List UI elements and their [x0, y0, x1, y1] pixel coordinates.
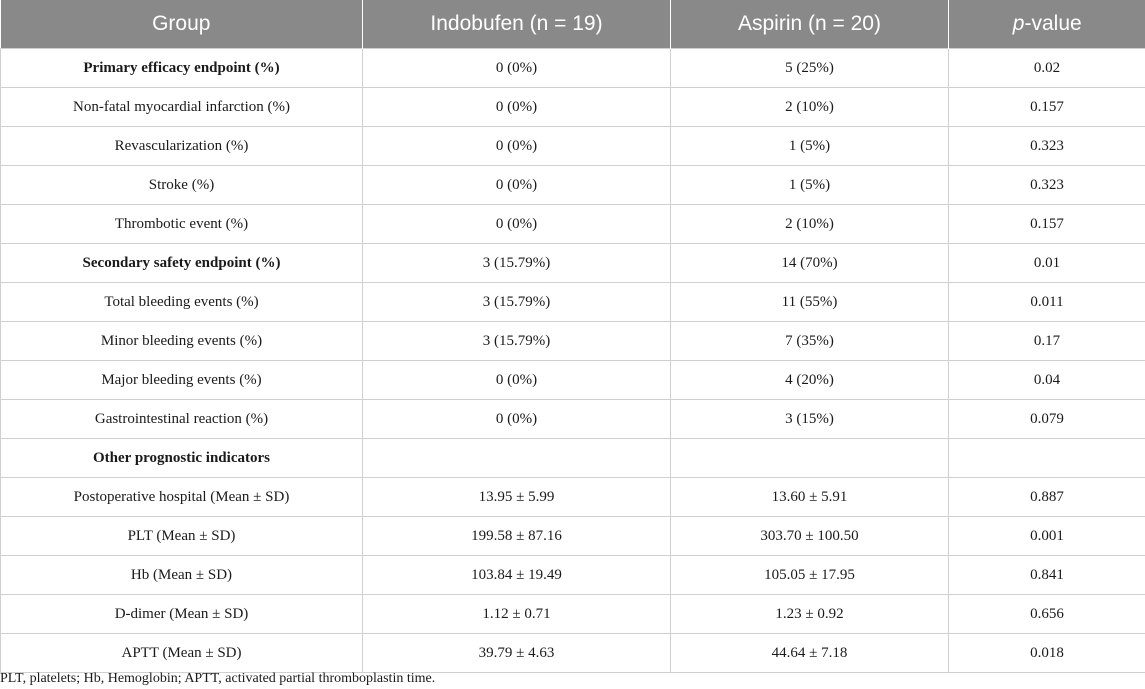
row-label: Stroke (%) — [1, 166, 363, 205]
indobufen-value: 0 (0%) — [363, 205, 671, 244]
header-p-rest: -value — [1024, 12, 1082, 35]
aspirin-value: 7 (35%) — [671, 322, 949, 361]
aspirin-value: 13.60 ± 5.91 — [671, 478, 949, 517]
table-row — [1, 556, 1145, 595]
table-row — [1, 127, 1145, 166]
aspirin-value: 2 (10%) — [671, 88, 949, 127]
aspirin-value — [671, 439, 949, 478]
table-row — [1, 439, 1145, 478]
indobufen-value: 3 (15.79%) — [363, 283, 671, 322]
aspirin-value: 1 (5%) — [671, 127, 949, 166]
indobufen-value: 3 (15.79%) — [363, 322, 671, 361]
indobufen-value: 13.95 ± 5.99 — [363, 478, 671, 517]
row-label: Total bleeding events (%) — [1, 283, 363, 322]
header-group: Group — [1, 0, 363, 49]
table-row — [1, 400, 1145, 439]
p-value: 0.841 — [949, 556, 1145, 595]
p-value — [949, 439, 1145, 478]
aspirin-value: 2 (10%) — [671, 205, 949, 244]
p-value: 0.157 — [949, 88, 1145, 127]
indobufen-value: 199.58 ± 87.16 — [363, 517, 671, 556]
indobufen-value: 3 (15.79%) — [363, 244, 671, 283]
table-body — [1, 49, 1145, 673]
table-row — [1, 517, 1145, 556]
table-row — [1, 322, 1145, 361]
table-row — [1, 205, 1145, 244]
header-row — [1, 0, 1145, 49]
indobufen-value: 1.12 ± 0.71 — [363, 595, 671, 634]
p-value: 0.02 — [949, 49, 1145, 88]
row-label: Postoperative hospital (Mean ± SD) — [1, 478, 363, 517]
p-value: 0.011 — [949, 283, 1145, 322]
header-indobufen: Indobufen (n = 19) — [363, 0, 671, 49]
aspirin-value: 1.23 ± 0.92 — [671, 595, 949, 634]
row-label: D-dimer (Mean ± SD) — [1, 595, 363, 634]
table-row — [1, 283, 1145, 322]
aspirin-value: 14 (70%) — [671, 244, 949, 283]
table-footnote: PLT, platelets; Hb, Hemoglobin; APTT, activated partial thromboplastin time. — [0, 671, 436, 686]
row-label: Other prognostic indicators — [1, 439, 363, 478]
table-row — [1, 88, 1145, 127]
aspirin-value: 1 (5%) — [671, 166, 949, 205]
indobufen-value: 0 (0%) — [363, 400, 671, 439]
indobufen-value: 39.79 ± 4.63 — [363, 634, 671, 673]
header-p-value — [949, 0, 1145, 49]
header-aspirin: Aspirin (n = 20) — [671, 0, 949, 49]
row-label: Gastrointestinal reaction (%) — [1, 400, 363, 439]
p-value: 0.079 — [949, 400, 1145, 439]
p-value: 0.887 — [949, 478, 1145, 517]
p-value: 0.323 — [949, 166, 1145, 205]
row-label: PLT (Mean ± SD) — [1, 517, 363, 556]
p-value: 0.001 — [949, 517, 1145, 556]
row-label: Primary efficacy endpoint (%) — [1, 49, 363, 88]
aspirin-value: 4 (20%) — [671, 361, 949, 400]
indobufen-value: 103.84 ± 19.49 — [363, 556, 671, 595]
table-row — [1, 166, 1145, 205]
table-row — [1, 634, 1145, 673]
p-value: 0.323 — [949, 127, 1145, 166]
aspirin-value: 44.64 ± 7.18 — [671, 634, 949, 673]
table-row — [1, 244, 1145, 283]
aspirin-value: 11 (55%) — [671, 283, 949, 322]
aspirin-value: 5 (25%) — [671, 49, 949, 88]
row-label: Non-fatal myocardial infarction (%) — [1, 88, 363, 127]
header-p-italic: p — [1012, 12, 1025, 35]
row-label: Hb (Mean ± SD) — [1, 556, 363, 595]
indobufen-value: 0 (0%) — [363, 49, 671, 88]
p-value: 0.018 — [949, 634, 1145, 673]
row-label: Secondary safety endpoint (%) — [1, 244, 363, 283]
aspirin-value: 105.05 ± 17.95 — [671, 556, 949, 595]
indobufen-value — [363, 439, 671, 478]
aspirin-value: 303.70 ± 100.50 — [671, 517, 949, 556]
table-row — [1, 361, 1145, 400]
table-row — [1, 478, 1145, 517]
row-label: Thrombotic event (%) — [1, 205, 363, 244]
indobufen-value: 0 (0%) — [363, 127, 671, 166]
table-row — [1, 595, 1145, 634]
table-row — [1, 49, 1145, 88]
row-label: Major bleeding events (%) — [1, 361, 363, 400]
p-value: 0.17 — [949, 322, 1145, 361]
p-value: 0.04 — [949, 361, 1145, 400]
p-value: 0.157 — [949, 205, 1145, 244]
indobufen-value: 0 (0%) — [363, 88, 671, 127]
p-value: 0.01 — [949, 244, 1145, 283]
table-header — [1, 0, 1145, 49]
indobufen-value: 0 (0%) — [363, 166, 671, 205]
aspirin-value: 3 (15%) — [671, 400, 949, 439]
indobufen-value: 0 (0%) — [363, 361, 671, 400]
row-label: APTT (Mean ± SD) — [1, 634, 363, 673]
p-value: 0.656 — [949, 595, 1145, 634]
row-label: Minor bleeding events (%) — [1, 322, 363, 361]
row-label: Revascularization (%) — [1, 127, 363, 166]
